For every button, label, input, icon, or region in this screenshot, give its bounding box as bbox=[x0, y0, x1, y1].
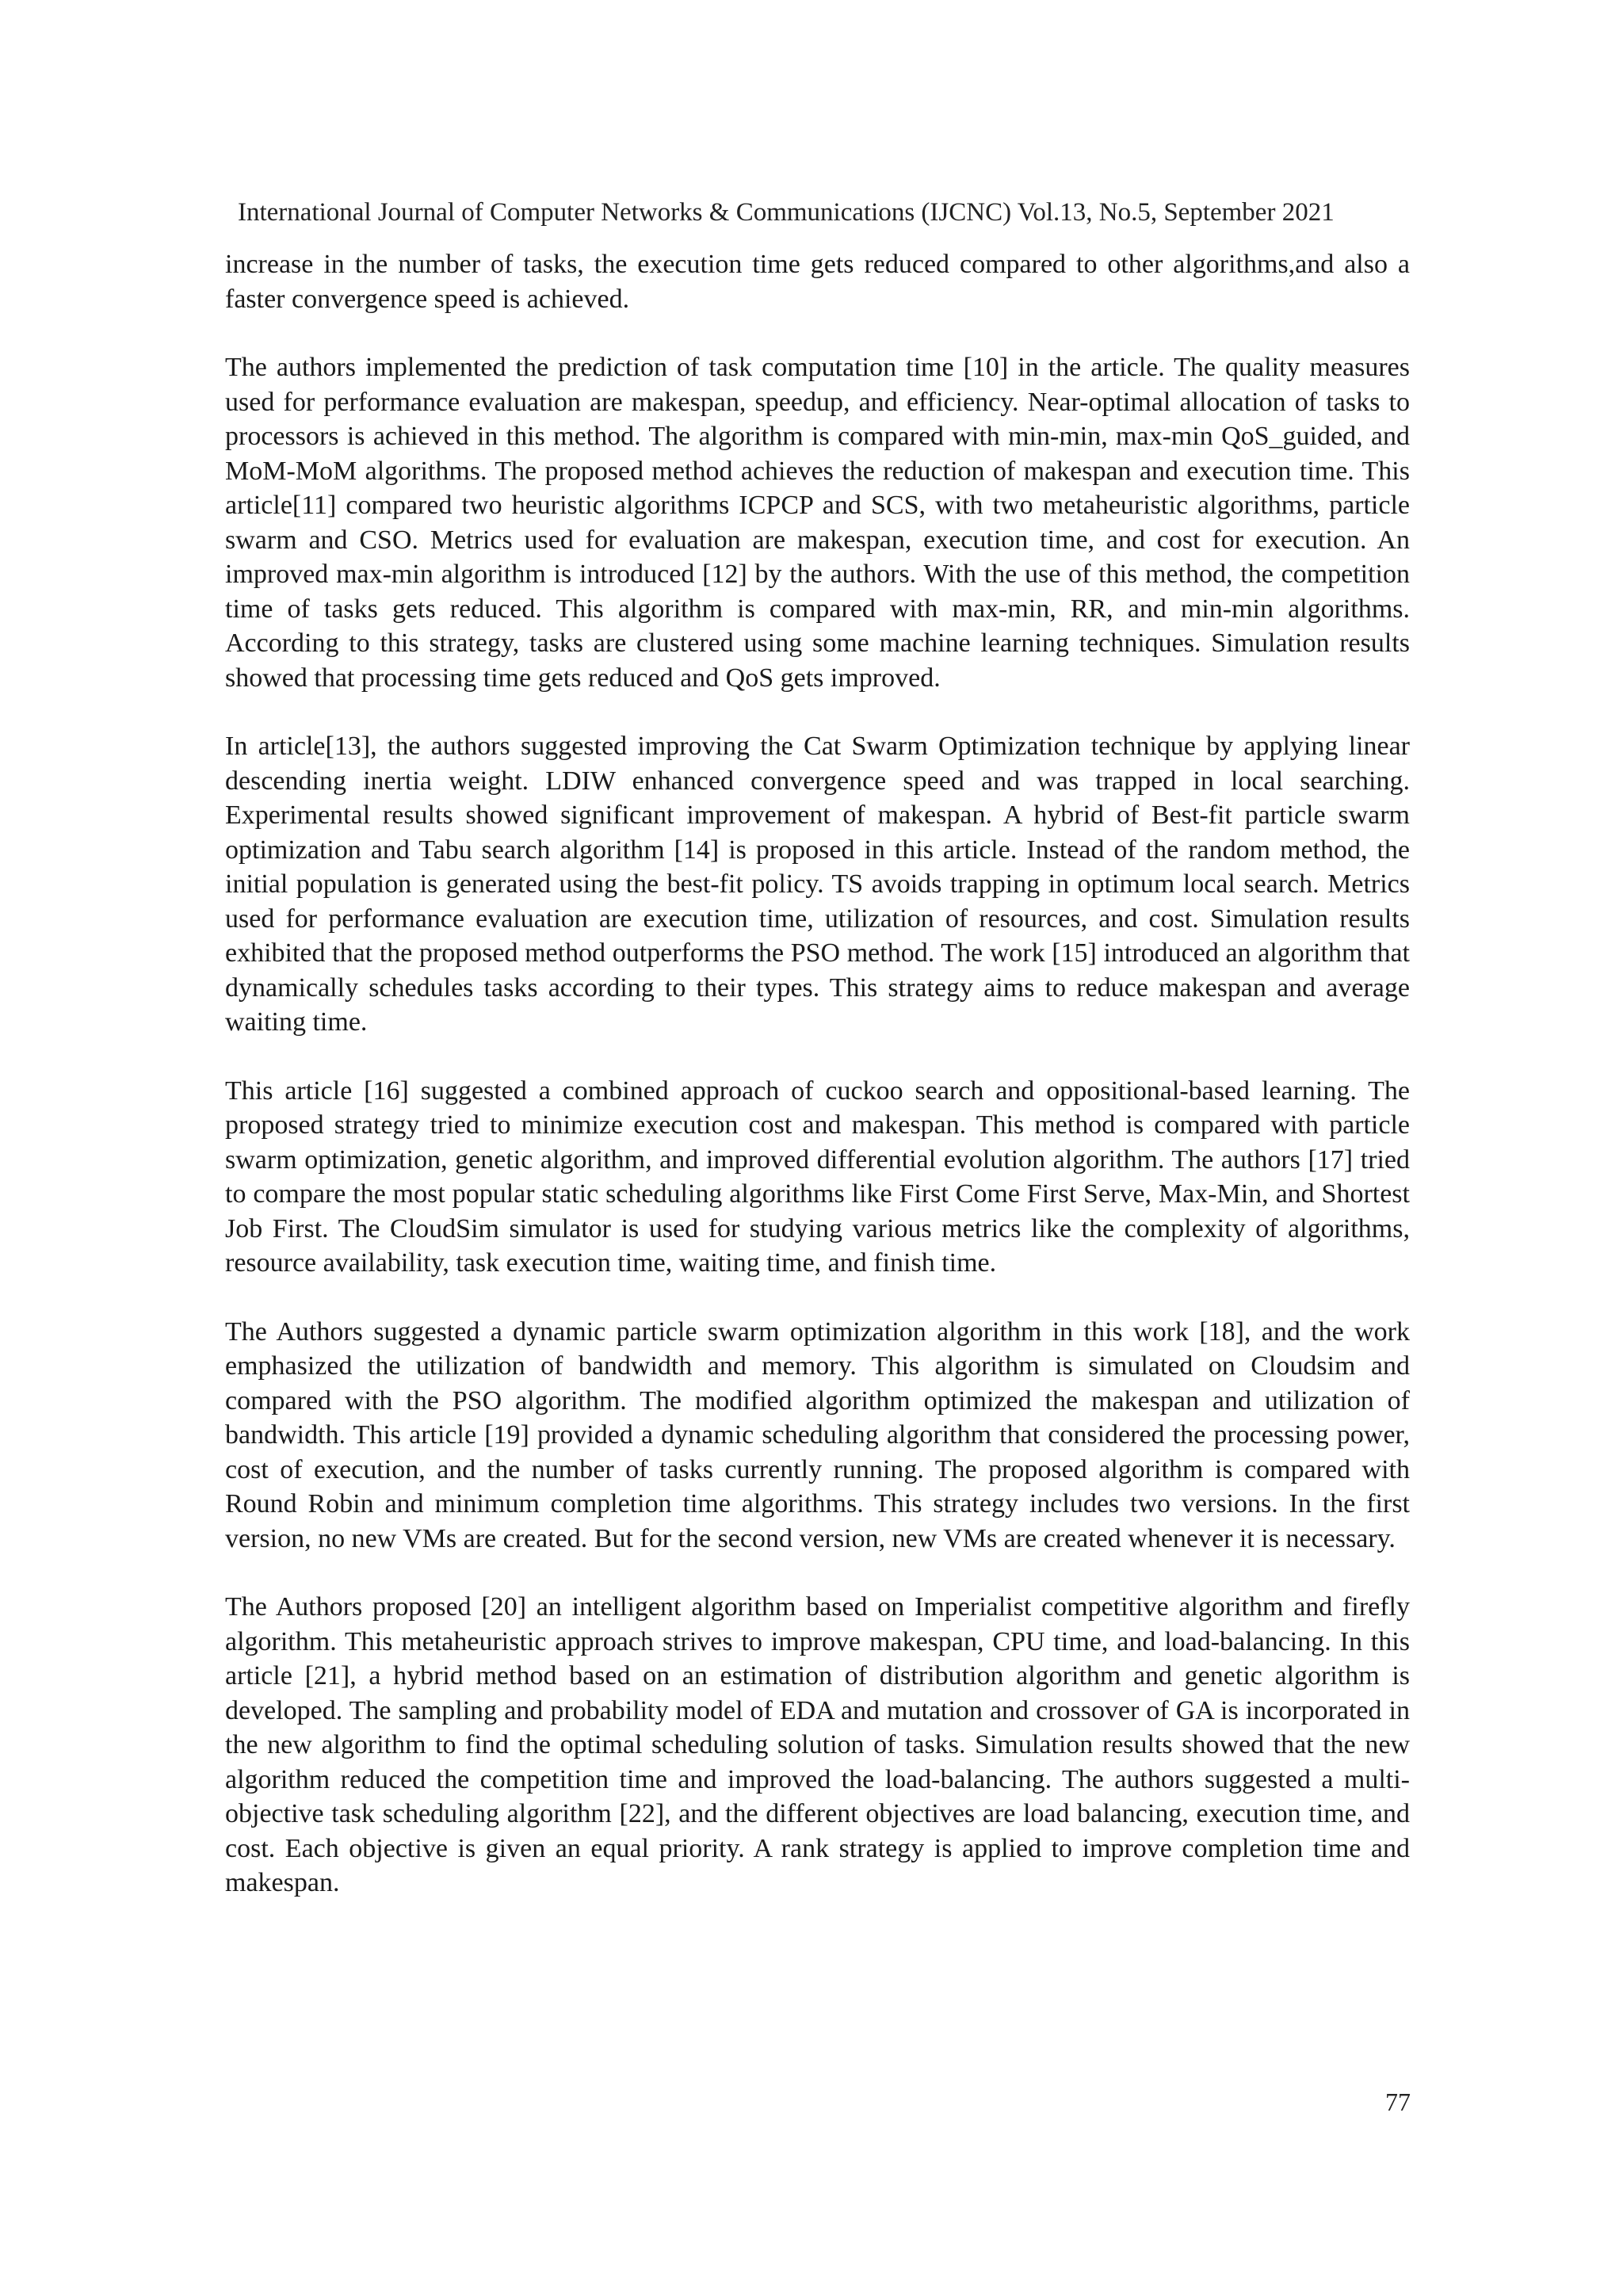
paragraph-4: This article [16] suggested a combined approach of cuckoo search and oppositional-based learning. The proposed strategy tried to minimize execution cost and makespan. This method is compared with particle swarm optimization, genetic algorithm, and improved differential evolution algorithm. The authors [17] tried to compare the most popular static scheduling algorithms like First Come First Serve, Max-Min, and Shortest Job First. The CloudSim simulator is used for studying various metrics like the complexity of algorithms, resource availability, task execution time, waiting time, and finish time. bbox=[225, 1075, 1410, 1278]
page-number: 77 bbox=[1385, 2088, 1411, 2116]
paragraph-2: The authors implemented the prediction of task computation time [10] in the article. The quality measures used for performance evaluation are makespan, speedup, and efficiency. Near-optimal allocation of tasks to processors is achieved in this method. The algorithm is compared with min-min, max-min QoS_guided, and MoM-MoM algorithms. The proposed method achieves the reduction of makespan and execution time. This article[11] compared two heuristic algorithms ICPCP and SCS, with two metaheuristic algorithms, particle swarm and CSO. Metrics used for evaluation are makespan, execution time, and cost for execution. An improved max-min algorithm is introduced [12] by the authors. With the use of this method, the competition time of tasks gets reduced. This algorithm is compared with max-min, RR, and min-min algorithms. According to this strategy, tasks are clustered using some machine learning techniques. Simulation results showed that processing time gets reduced and QoS gets improved. bbox=[225, 353, 1410, 693]
paragraph-5: The Authors suggested a dynamic particle swarm optimization algorithm in this work [18], and the work emphasized the utilization of bandwidth and memory. This algorithm is simulated on Cloudsim and compared with the PSO algorithm. The modified algorithm optimized the makespan and utilization of bandwidth. This article [19] provided a dynamic scheduling algorithm that considered the processing power, cost of execution, and the number of tasks currently running. The proposed algorithm is compared with Round Robin and minimum completion time algorithms. This strategy includes two versions. In the first version, no new VMs are created. But for the second version, new VMs are created whenever it is necessary. bbox=[225, 1316, 1410, 1553]
running-header: International Journal of Computer Networks & Communications (IJCNC) Vol.13, No.5, September 2021 bbox=[238, 198, 1335, 227]
paragraph-1: increase in the number of tasks, the execution time gets reduced compared to other algorithms,and also a faster convergence speed is achieved. bbox=[225, 250, 1410, 314]
body-text bbox=[225, 247, 1410, 1935]
paragraph-6: The Authors proposed [20] an intelligent algorithm based on Imperialist competitive algorithm and firefly algorithm. This metaheuristic approach strives to improve makespan, CPU time, and load-balancing. In this article [21], a hybrid method based on an estimation of distribution algorithm and genetic algorithm is developed. The sampling and probability model of EDA and mutation and crossover of GA is incorporated in the new algorithm to find the optimal scheduling solution of tasks. Simulation results showed that the new algorithm reduced the competition time and improved the load-balancing. The authors suggested a multi-objective task scheduling algorithm [22], and the different objectives are load balancing, execution time, and cost. Each objective is given an equal priority. A rank strategy is applied to improve completion time and makespan. bbox=[225, 1592, 1410, 1897]
paragraph-3: In article[13], the authors suggested improving the Cat Swarm Optimization technique by applying linear descending inertia weight. LDIW enhanced convergence speed and was trapped in local searching. Experimental results showed significant improvement of makespan. A hybrid of Best-fit particle swarm optimization and Tabu search algorithm [14] is proposed in this article. Instead of the random method, the initial population is generated using the best-fit policy. TS avoids trapping in optimum local search. Metrics used for performance evaluation are execution time, utilization of resources, and cost. Simulation results exhibited that the proposed method outperforms the PSO method. The work [15] introduced an algorithm that dynamically schedules tasks according to their types. This strategy aims to reduce makespan and average waiting time. bbox=[225, 732, 1410, 1037]
